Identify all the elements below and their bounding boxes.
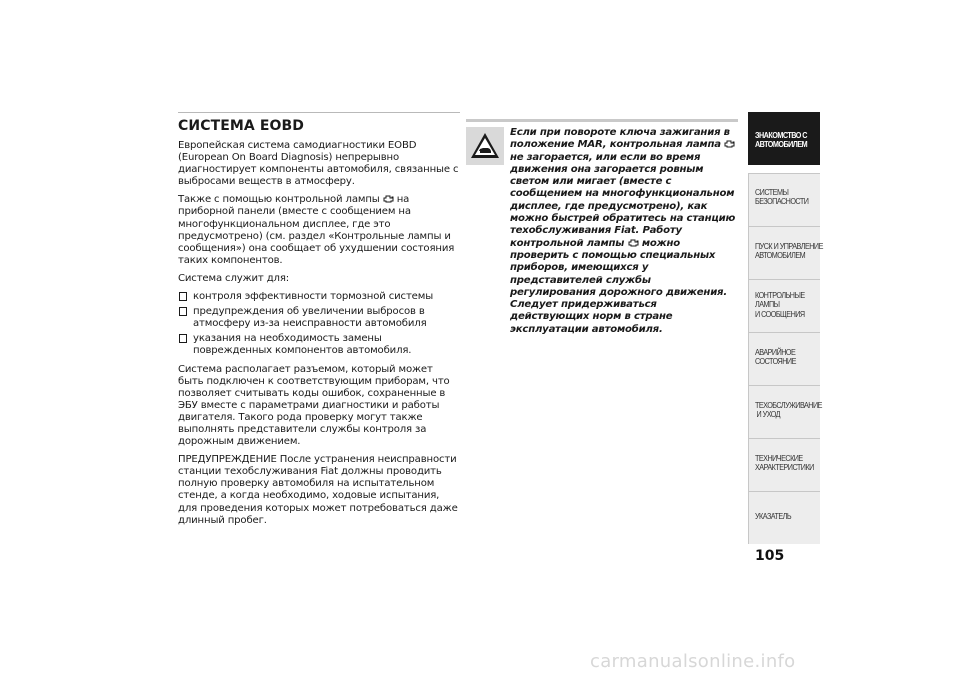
page-number: 105 <box>755 548 785 564</box>
list-item-text: указания на необходимость замены поврежденных компонентов автомобиля. <box>193 333 412 357</box>
warning-part-3: можно проверить с помощью специальных приборов, имеющихся у представителей службы регулирования дорожного движения. Следует придерживаться действующих норм в стране эксплуатации автомобиля. <box>510 237 727 335</box>
tab-warning-lights[interactable] <box>748 279 820 332</box>
warning-part-1: Если при повороте ключа зажигания в положение MAR, контрольная лампа <box>510 127 730 151</box>
engine-lamp-icon <box>383 195 394 203</box>
paragraph-intro: Европейская система самодиагностики EOBD (European On Board Diagnosis) непрерывно диагностирует компоненты автомобиля, связанные с выбросами веществ в атмосферу. <box>178 140 459 188</box>
tab-maintenance[interactable] <box>748 385 820 438</box>
paragraph-warning-note: ПРЕДУПРЕЖДЕНИЕ После устранения неисправности станции техобслуживания Fiat должны проводить полную проверку автомобиля на испытательном стенде, а когда необходимо, ходовые испытания, для проведения которых может потребоваться даже длинный пробег. <box>178 454 458 526</box>
tab-starting-driving[interactable] <box>748 226 823 279</box>
lamp-text-after: на приборной панели (вместе с сообщением на многофункциональном дисплее, где это предусмотрено) (см. раздел «Контрольные лампы и сообщения») она сообщает об ухудшении состояния таких компонентов. <box>178 194 455 266</box>
lamp-text-before: Также с помощью контрольной лампы <box>178 194 383 206</box>
tab-label: ТЕХОБСЛУЖИВАНИЕ И УХОД <box>755 400 822 420</box>
tab-technical-data[interactable] <box>748 438 820 491</box>
list-item <box>178 291 460 303</box>
warning-rule <box>466 119 738 122</box>
tab-label: ЗНАКОМСТВО С АВТОМОБИЛЕМ <box>755 130 808 150</box>
list-item <box>178 333 460 357</box>
checkbox-bullet-icon <box>179 292 187 301</box>
engine-lamp-icon <box>628 239 639 247</box>
tab-emergency[interactable] <box>748 332 820 385</box>
tab-label: УКАЗАТЕЛЬ <box>755 511 792 521</box>
checkbox-bullet-icon <box>179 307 187 316</box>
main-column <box>178 112 460 533</box>
tab-index[interactable] <box>748 491 820 544</box>
warning-text <box>466 127 738 336</box>
engine-lamp-icon <box>724 140 735 148</box>
tab-getting-to-know[interactable] <box>748 112 820 165</box>
section-title: СИСТЕМА EOBD <box>178 118 304 134</box>
purpose-list <box>178 291 460 357</box>
paragraph-lamp <box>178 194 460 267</box>
tab-label: КОНТРОЛЬНЫЕ ЛАМПЫ И СООБЩЕНИЯ <box>755 290 805 319</box>
tab-label: ПУСК И УПРАВЛЕНИЕ АВТОМОБИЛЕМ <box>755 241 823 261</box>
tab-label: СИСТЕМЫ БЕЗОПАСНОСТИ <box>755 187 809 207</box>
paragraph-connector: Система располагает разъемом, который может быть подключен к соответствующим приборам, что позволяет считывать коды ошибок, сохраненные в ЭБУ вместе с параметрами диагностики и работы двигателя. Такого рода проверку могут также выполнять представители службы контроля за дорожным движением. <box>178 363 450 448</box>
list-item-text: предупреждения об увеличении выбросов в атмосферу из-за неисправности автомобиля <box>193 306 427 330</box>
top-rule <box>178 112 460 113</box>
warning-text-indented <box>466 127 738 336</box>
list-item-text: контроля эффективности тормозной системы <box>193 291 434 303</box>
watermark: carmanualsonline.info <box>590 651 796 672</box>
checkbox-bullet-icon <box>179 334 187 343</box>
tab-safety[interactable] <box>748 173 820 226</box>
warning-part-2: не загорается, или если во время движения она загорается ровным светом или мигает (вместе с сообщением на многофункциональном дисплее, где предусмотрено), как можно быстрей обратитесь на станцию техобслуживания Fiat. Работу контрольной лампы <box>510 151 736 249</box>
tab-label: ТЕХНИЧЕСКИЕ ХАРАКТЕРИСТИКИ <box>755 453 814 473</box>
tab-label: АВАРИЙНОЕ СОСТОЯНИЕ <box>755 347 796 367</box>
paragraph-purpose: Система служит для: <box>178 272 290 284</box>
list-item <box>178 306 460 330</box>
